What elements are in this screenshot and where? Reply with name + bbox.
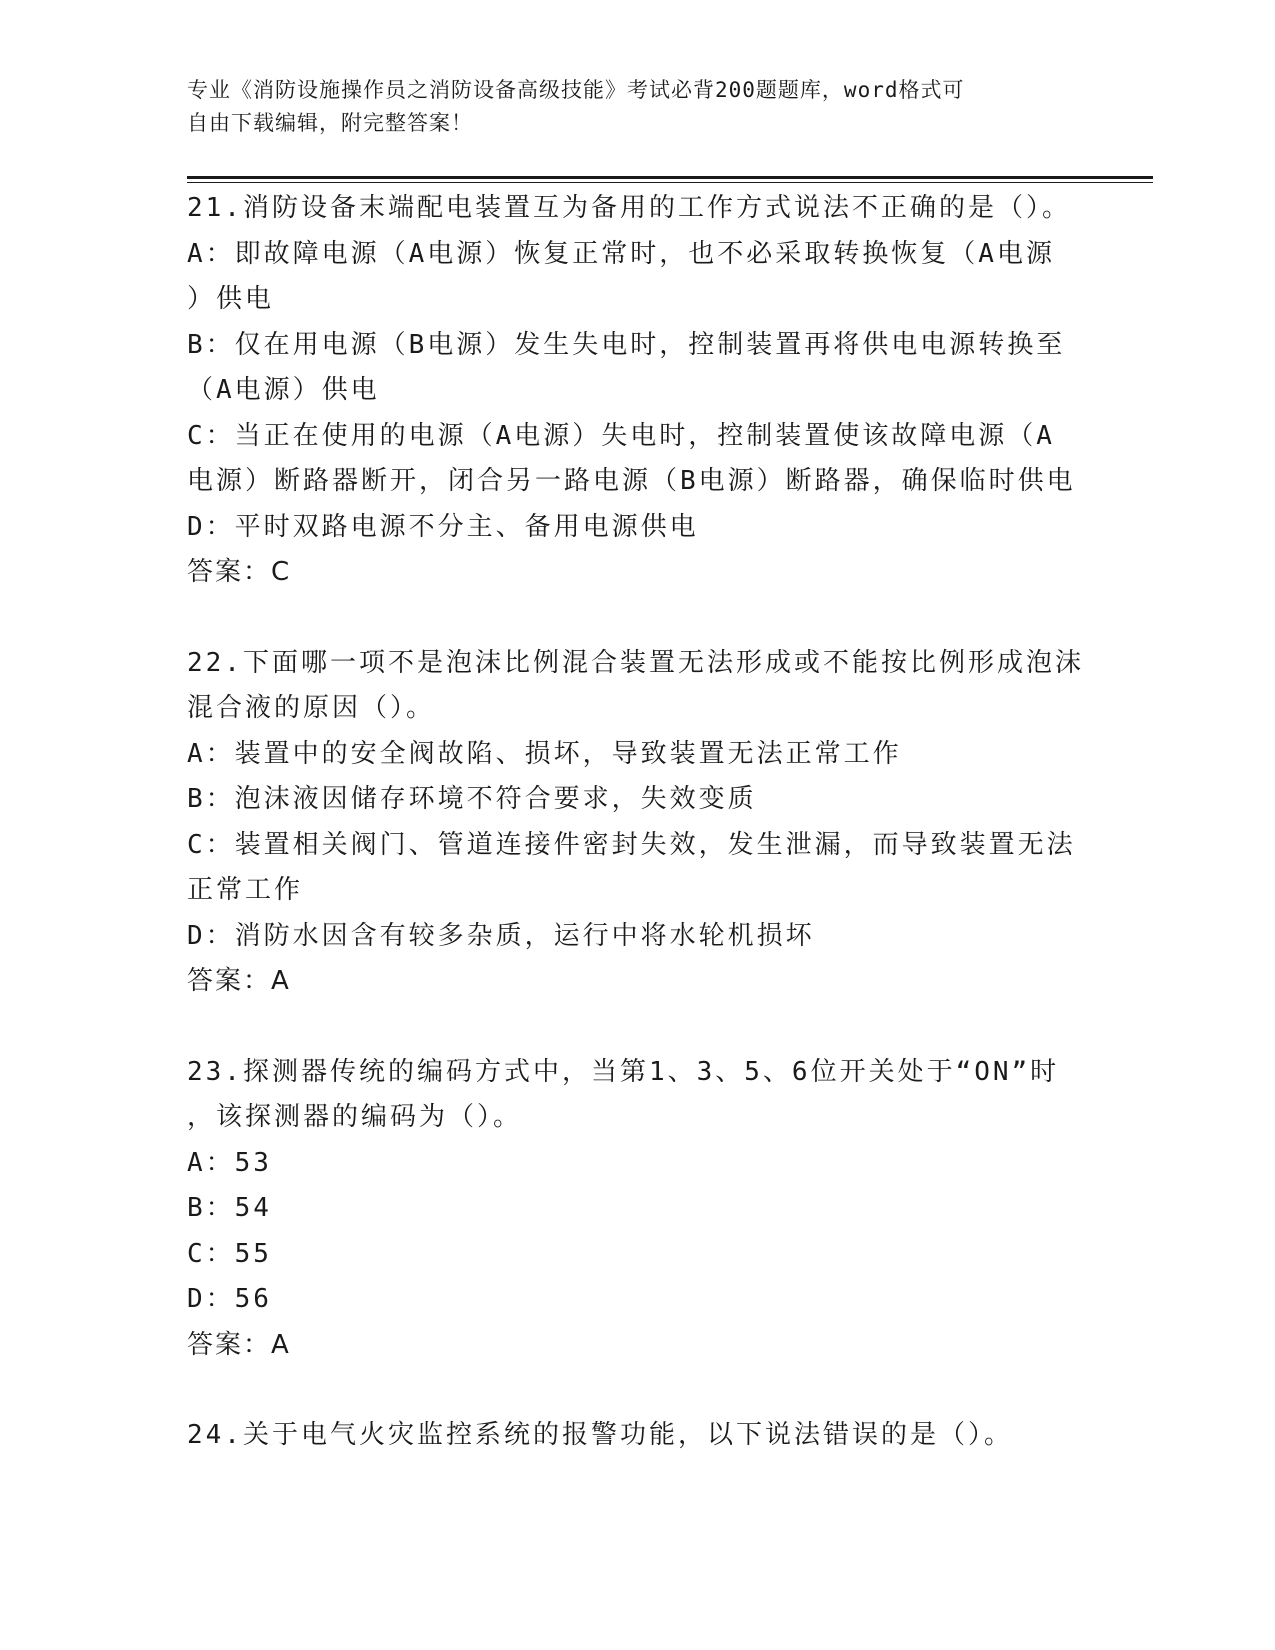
header-divider	[187, 176, 1153, 179]
answer-key: 答案：C	[187, 557, 292, 587]
question-block	[187, 1050, 1087, 1369]
answer-key: 答案：A	[187, 966, 291, 996]
option-text: C：当正在使用的电源（A电源）失电时，控制装置使该故障电源（A	[187, 420, 1055, 451]
question-block	[187, 641, 1087, 1005]
option-text: ）供电	[187, 284, 275, 314]
option-text: B：仅在用电源（B电源）发生失电时，控制装置再将供电电源转换至	[187, 329, 1066, 360]
answer-option	[187, 823, 1087, 914]
question-stem: 21.消防设备末端配电装置互为备用的工作方式说法不正确的是（）。	[187, 193, 1071, 223]
question-block	[187, 1413, 1087, 1459]
option-text: A：即故障电源（A电源）恢复正常时，也不必采取转换恢复（A电源	[187, 238, 1055, 269]
option-text: 正常工作	[187, 875, 304, 905]
option-text: （A电源）供电	[187, 375, 380, 405]
answer-option	[187, 1186, 1087, 1232]
question-block	[187, 186, 1087, 596]
option-text: D：56	[187, 1284, 272, 1314]
answer-key: 答案：A	[187, 1329, 291, 1360]
question-stem: 混合液的原因（）。	[187, 693, 436, 723]
question-stem: 23.探测器传统的编码方式中，当第1、3、5、6位开关处于“ON”时	[187, 1056, 1060, 1087]
answer-option	[187, 1232, 1087, 1278]
header-line-2: 自由下载编辑，附完整答案！	[187, 111, 473, 135]
answer-option	[187, 777, 1087, 823]
answer-option	[187, 914, 1087, 960]
question-list	[187, 186, 1087, 1504]
answer-option	[187, 232, 1087, 323]
question-stem: 24.关于电气火灾监控系统的报警功能，以下说法错误的是（）。	[187, 1420, 1013, 1450]
answer-option	[187, 505, 1087, 551]
option-text: D：消防水因含有较多杂质，运行中将水轮机损坏	[187, 920, 815, 951]
option-text: A：53	[187, 1147, 272, 1178]
option-text: 电源）断路器断开，闭合另一路电源（B电源）断路器，确保临时供电	[187, 466, 1076, 496]
option-text: C：55	[187, 1238, 272, 1269]
answer-option	[187, 732, 1087, 778]
answer-option	[187, 1141, 1087, 1187]
answer-option	[187, 323, 1087, 414]
header-line-1: 专业《消防设施操作员之消防设备高级技能》考试必背200题题库，word格式可	[187, 78, 965, 102]
question-stem: ，该探测器的编码为（）。	[187, 1102, 523, 1132]
document-header	[187, 74, 1067, 140]
option-text: A：装置中的安全阀故陷、损坏，导致装置无法正常工作	[187, 738, 902, 769]
option-text: B：泡沫液因储存环境不符合要求，失效变质	[187, 784, 757, 814]
option-text: D：平时双路电源不分主、备用电源供电	[187, 511, 699, 542]
header-divider-thin	[187, 182, 1153, 183]
answer-option	[187, 414, 1087, 505]
option-text: B：54	[187, 1193, 272, 1223]
answer-option	[187, 1277, 1087, 1323]
option-text: C：装置相关阀门、管道连接件密封失效，发生泄漏，而导致装置无法	[187, 829, 1076, 860]
question-stem: 22.下面哪一项不是泡沫比例混合装置无法形成或不能按比例形成泡沫	[187, 647, 1084, 678]
